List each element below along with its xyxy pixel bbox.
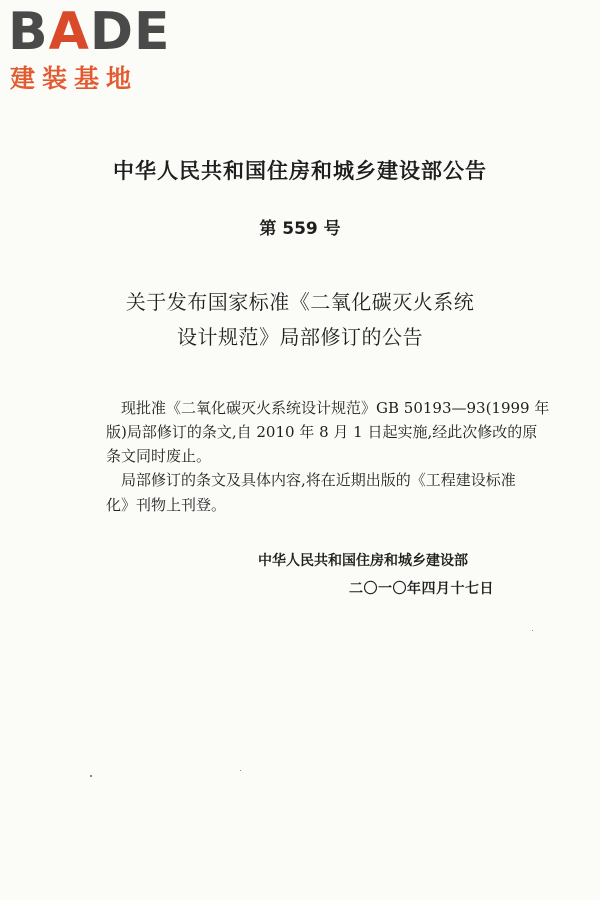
- body-paragraph-2-line-2: 化》刊物上刊登。: [106, 496, 227, 514]
- body-paragraph-2-line-1: 局部修订的条文及具体内容,将在近期出版的《工程建设标准: [121, 471, 516, 489]
- scan-speck: [90, 775, 92, 777]
- bade-logo: [8, 4, 183, 99]
- announcement-title: 中华人民共和国住房和城乡建设部公告: [113, 159, 487, 183]
- logo-letters-de: DE: [89, 2, 171, 62]
- subtitle-line-2: 设计规范》局部修订的公告: [177, 325, 423, 349]
- body-paragraph-1-line-1: 现批准《二氧化碳灭火系统设计规范》GB 50193—93(1999 年: [121, 399, 550, 417]
- logo-wordmark: [8, 4, 171, 60]
- issuing-authority: 中华人民共和国住房和城乡建设部: [258, 553, 468, 569]
- scan-speck: [240, 770, 241, 771]
- logo-letter-a: A: [48, 2, 90, 62]
- issue-date: 二〇一〇年四月十七日: [349, 581, 494, 597]
- subtitle-line-1: 关于发布国家标准《二氧化碳灭火系统: [125, 290, 475, 314]
- scan-speck: [532, 630, 533, 631]
- announcement-number: 第 559 号: [259, 219, 341, 239]
- body-paragraph-1-line-2: 版)局部修订的条文,自 2010 年 8 月 1 日起实施,经此次修改的原: [106, 423, 538, 441]
- body-paragraph-1-line-3: 条文同时废止。: [106, 447, 212, 465]
- logo-letter-b: B: [8, 2, 49, 62]
- logo-subtitle: 建装基地: [10, 64, 139, 93]
